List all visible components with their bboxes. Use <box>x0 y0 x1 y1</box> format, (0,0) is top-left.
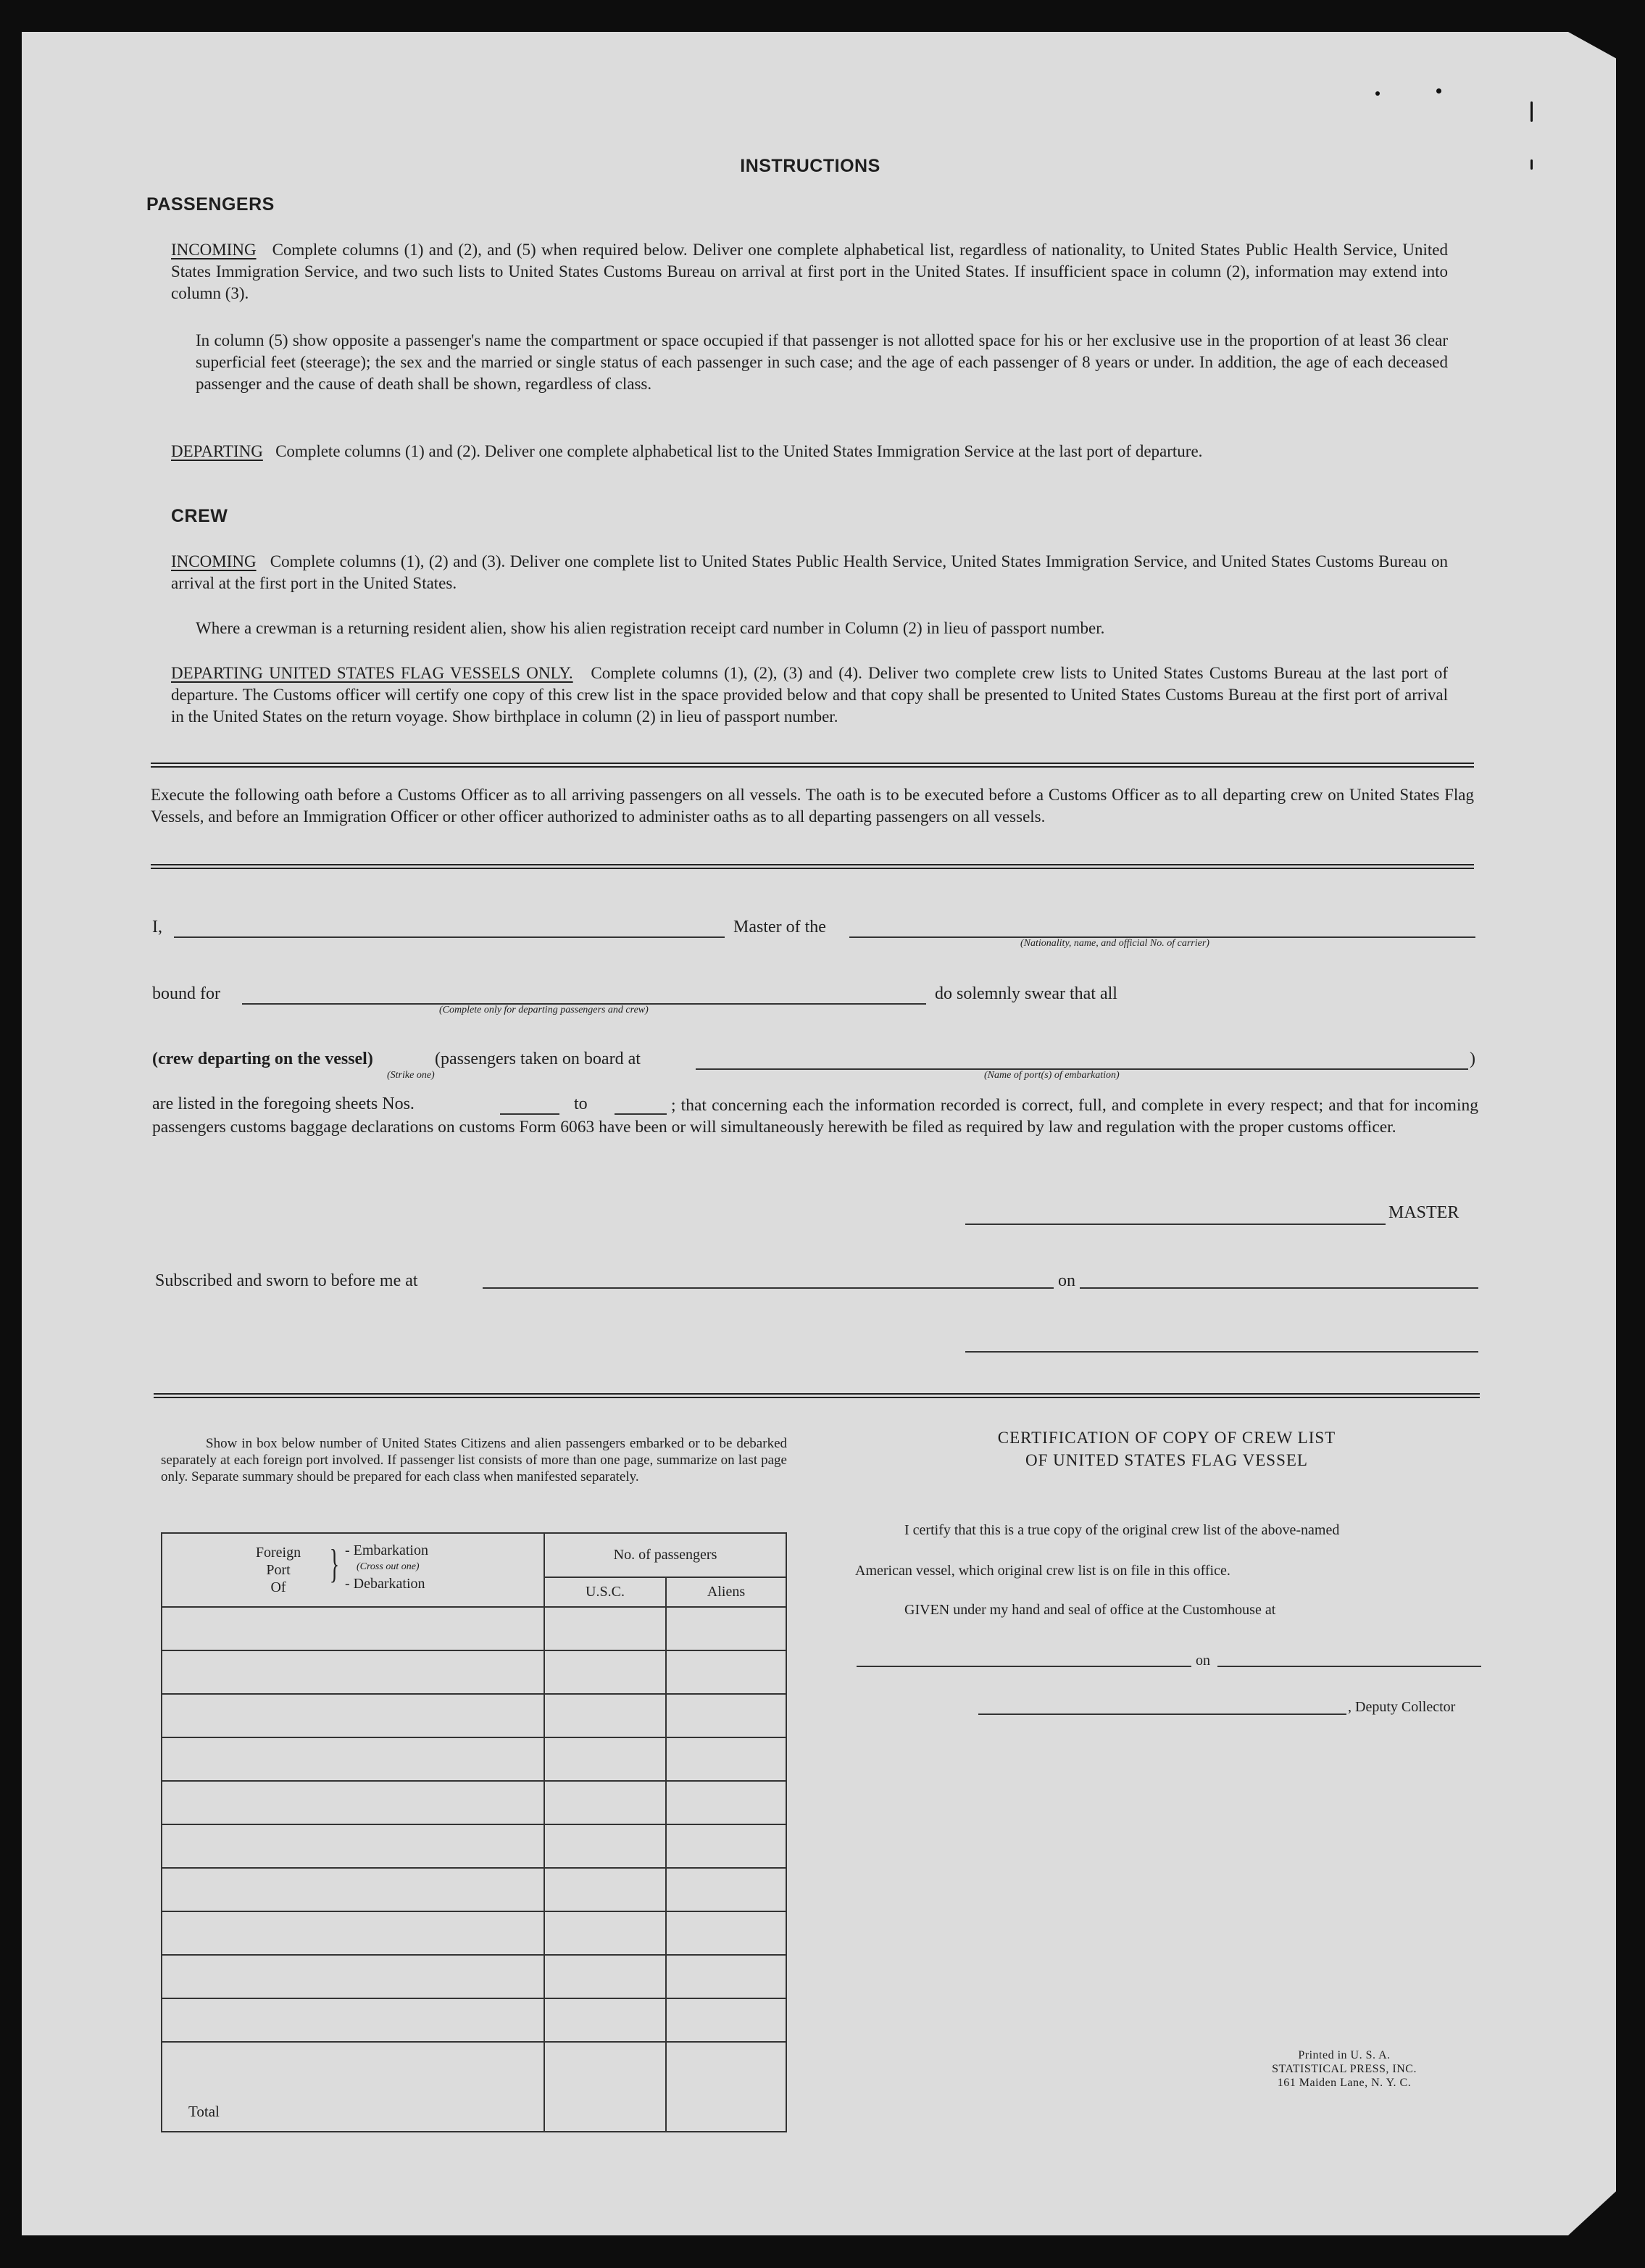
usc-total-cell[interactable] <box>544 2042 666 2132</box>
master-label: MASTER <box>1388 1203 1459 1222</box>
cross-out-caption: (Cross out one) <box>357 1561 420 1572</box>
pen-mark <box>1531 101 1533 122</box>
aliens-cell[interactable] <box>666 1824 786 1868</box>
double-rule <box>151 864 1474 869</box>
passengers-incoming-text: Complete columns (1) and (2), and (5) when required below. Deliver one complete alphabetical list, regardless of nationality, to United States Public Health Service, United States Immigration Service, and two such lists to United States Customs Bureau on arrival at first port in the United States. If insufficient space in column (2), information may extend into column (3). <box>171 241 1448 302</box>
aliens-cell[interactable] <box>666 1868 786 1911</box>
certification-title <box>855 1426 1478 1471</box>
crew-alien-paragraph: Where a crewman is a returning resident alien, show his alien registration receipt card number in Column (2) in lieu of passport number. <box>196 619 1105 637</box>
aliens-cell[interactable] <box>666 1694 786 1737</box>
port-cell[interactable] <box>162 1607 544 1650</box>
close-paren: ) <box>1470 1050 1475 1068</box>
port-cell[interactable] <box>162 1694 544 1737</box>
master-signature-field[interactable] <box>965 1224 1386 1225</box>
certification-title-line2: OF UNITED STATES FLAG VESSEL <box>1025 1451 1308 1469</box>
passengers-column5-paragraph: In column (5) show opposite a passenger's name the compartment or space occupied if that passenger is not allotted space for his or her exclusive use in the proportion of at least 36 clear superficial feet (steerage); the sex and the married or single status of each passenger in such case; and the age of each passenger of 8 years or under. In addition, the age of each deceased passenger and the cause of death shall be shown, regardless of class. <box>196 331 1448 393</box>
subscribed-label: Subscribed and sworn to before me at <box>155 1271 418 1290</box>
usc-cell[interactable] <box>544 1911 666 1955</box>
printer-line2: STATISTICAL PRESS, INC. <box>1272 2063 1417 2075</box>
speck-mark <box>1375 91 1380 96</box>
usc-cell[interactable] <box>544 1650 666 1694</box>
officer-signature-field[interactable] <box>965 1351 1478 1353</box>
printer-line1: Printed in U. S. A. <box>1298 2049 1391 2061</box>
usc-cell[interactable] <box>544 1868 666 1911</box>
cert-on-label: on <box>1196 1653 1210 1669</box>
passengers-incoming-paragraph <box>171 239 1448 304</box>
usc-cell[interactable] <box>544 1998 666 2042</box>
aliens-cell[interactable] <box>666 1607 786 1650</box>
usc-cell[interactable] <box>544 1607 666 1650</box>
cert-date-field[interactable] <box>1217 1666 1481 1667</box>
usc-header: U.S.C. <box>544 1577 666 1607</box>
usc-cell[interactable] <box>544 1781 666 1824</box>
foreign-port-header <box>162 1533 544 1607</box>
speck-mark <box>1436 88 1441 94</box>
no-of-passengers-header: No. of passengers <box>544 1533 786 1577</box>
sworn-date-field[interactable] <box>1080 1287 1478 1289</box>
crew-incoming-paragraph <box>171 551 1448 594</box>
passengers-departing-paragraph <box>171 441 1448 462</box>
brace-glyph: } <box>329 1542 340 1587</box>
port-cell[interactable] <box>162 1737 544 1781</box>
sheets-prefix: are listed in the foregoing sheets Nos. <box>152 1094 415 1113</box>
strike-caption: (Strike one) <box>387 1070 435 1081</box>
given-text: GIVEN under my hand and seal of office at the Customhouse at <box>904 1602 1276 1618</box>
customhouse-field[interactable] <box>857 1666 1191 1667</box>
double-rule <box>154 1393 1480 1398</box>
crew-departing-label: DEPARTING UNITED STATES FLAG VESSELS ONLY. <box>171 664 573 682</box>
crew-departing-paragraph <box>171 662 1448 728</box>
port-cell[interactable] <box>162 1911 544 1955</box>
port-caption: (Name of port(s) of embarkation) <box>984 1070 1120 1081</box>
passengers-departing-text: Complete columns (1) and (2). Deliver one complete alphabetical list to the United States Immigration Service at the last port of departure. <box>275 442 1203 460</box>
double-rule <box>151 763 1474 768</box>
port-cell[interactable] <box>162 1781 544 1824</box>
aliens-cell[interactable] <box>666 1955 786 1998</box>
foreign-label: Foreign <box>255 1545 301 1561</box>
crew-incoming-text: Complete columns (1), (2) and (3). Deliver one complete list to United States Public Health Service, United States Immigration Service, and United States Customs Bureau on arrival at the first port in the United States. <box>171 552 1448 592</box>
passengers-option[interactable]: (passengers taken on board at <box>435 1050 641 1068</box>
usc-cell[interactable] <box>544 1955 666 1998</box>
usc-cell[interactable] <box>544 1694 666 1737</box>
swear-label: do solemnly swear that all <box>935 984 1117 1003</box>
certify-line1: I certify that this is a true copy of the original crew list of the above-named <box>904 1522 1340 1538</box>
port-cell[interactable] <box>162 1868 544 1911</box>
crew-heading: CREW <box>171 506 228 526</box>
master-name-field[interactable] <box>174 936 725 938</box>
passengers-departing-label: DEPARTING <box>171 442 263 460</box>
crew-departing-option[interactable]: (crew departing on the vessel) <box>152 1050 373 1068</box>
port-cell[interactable] <box>162 1824 544 1868</box>
aliens-cell[interactable] <box>666 1737 786 1781</box>
embarkation-option[interactable]: - Embarkation <box>345 1542 428 1558</box>
oath-intro: Execute the following oath before a Customs Officer as to all arriving passengers on all vessels. The oath is to be executed before a Customs Officer as to all departing crew on United States Flag Vessels, and before an Immigration Officer or other officer authorized to administer oaths as to all departing passengers on all vessels. <box>151 786 1474 826</box>
sworn-on-label: on <box>1058 1271 1075 1290</box>
foreign-port-of-label <box>249 1544 307 1596</box>
passengers-incoming-label: INCOMING <box>171 241 257 259</box>
passengers-heading: PASSENGERS <box>146 194 275 215</box>
carrier-caption: (Nationality, name, and official No. of carrier) <box>1020 938 1209 949</box>
deputy-signature-field[interactable] <box>978 1714 1346 1715</box>
instructions-heading: INSTRUCTIONS <box>740 156 880 176</box>
usc-cell[interactable] <box>544 1824 666 1868</box>
certification-title-line1: CERTIFICATION OF COPY OF CREW LIST <box>997 1429 1336 1447</box>
debarkation-option[interactable]: - Debarkation <box>345 1576 425 1592</box>
printer-line3: 161 Maiden Lane, N. Y. C. <box>1277 2077 1412 2089</box>
aliens-cell[interactable] <box>666 1998 786 2042</box>
crew-departing-text: Complete columns (1), (2), (3) and (4). Deliver two complete crew lists to United States Customs Bureau at the last port of departure. The Customs officer will certify one copy of this crew list in the space provided below and that copy shall be presented to United States Customs Bureau at the first port of arrival in the United States on the return voyage. Show birthplace in column (2) in lieu of passport number. <box>171 664 1449 726</box>
sheets-statement: ; that concerning each the information recorded is correct, full, and complete in every respect; and that for incoming passengers customs baggage declarations on customs Form 6063 have been or will simultaneously herewith be filed as required by law and regulation with the proper customs officer. <box>152 1096 1478 1137</box>
oath-i-label: I, <box>152 918 162 936</box>
certify-line2: American vessel, which original crew list is on file in this office. <box>855 1563 1230 1579</box>
port-cell[interactable] <box>162 1998 544 2042</box>
bound-for-label: bound for <box>152 984 220 1003</box>
total-label: Total <box>162 2042 544 2132</box>
deputy-collector-label: , Deputy Collector <box>1348 1699 1456 1715</box>
port-cell[interactable] <box>162 1650 544 1694</box>
port-label: Port <box>266 1562 291 1578</box>
crew-incoming-label: INCOMING <box>171 552 257 570</box>
bound-caption: (Complete only for departing passengers and crew) <box>439 1005 649 1015</box>
of-label: Of <box>270 1579 286 1595</box>
aliens-total-cell[interactable] <box>666 2042 786 2132</box>
sworn-place-field[interactable] <box>483 1287 1054 1289</box>
aliens-header: Aliens <box>666 1577 786 1607</box>
printer-imprint <box>1246 2048 1442 2090</box>
master-of-label: Master of the <box>733 918 826 936</box>
port-cell[interactable] <box>162 1955 544 1998</box>
usc-cell[interactable] <box>544 1737 666 1781</box>
passenger-summary-table <box>161 1532 787 2132</box>
aliens-cell[interactable] <box>666 1911 786 1955</box>
summary-intro: Show in box below number of United States Citizens and alien passengers embarked or to be debarked separately at each foreign port involved. If passenger list consists of more than one page, summarize on last page only. Separate summary should be prepared for each class when manifested separately. <box>161 1436 787 1484</box>
aliens-cell[interactable] <box>666 1781 786 1824</box>
aliens-cell[interactable] <box>666 1650 786 1694</box>
sheets-to-label: to <box>574 1094 588 1113</box>
